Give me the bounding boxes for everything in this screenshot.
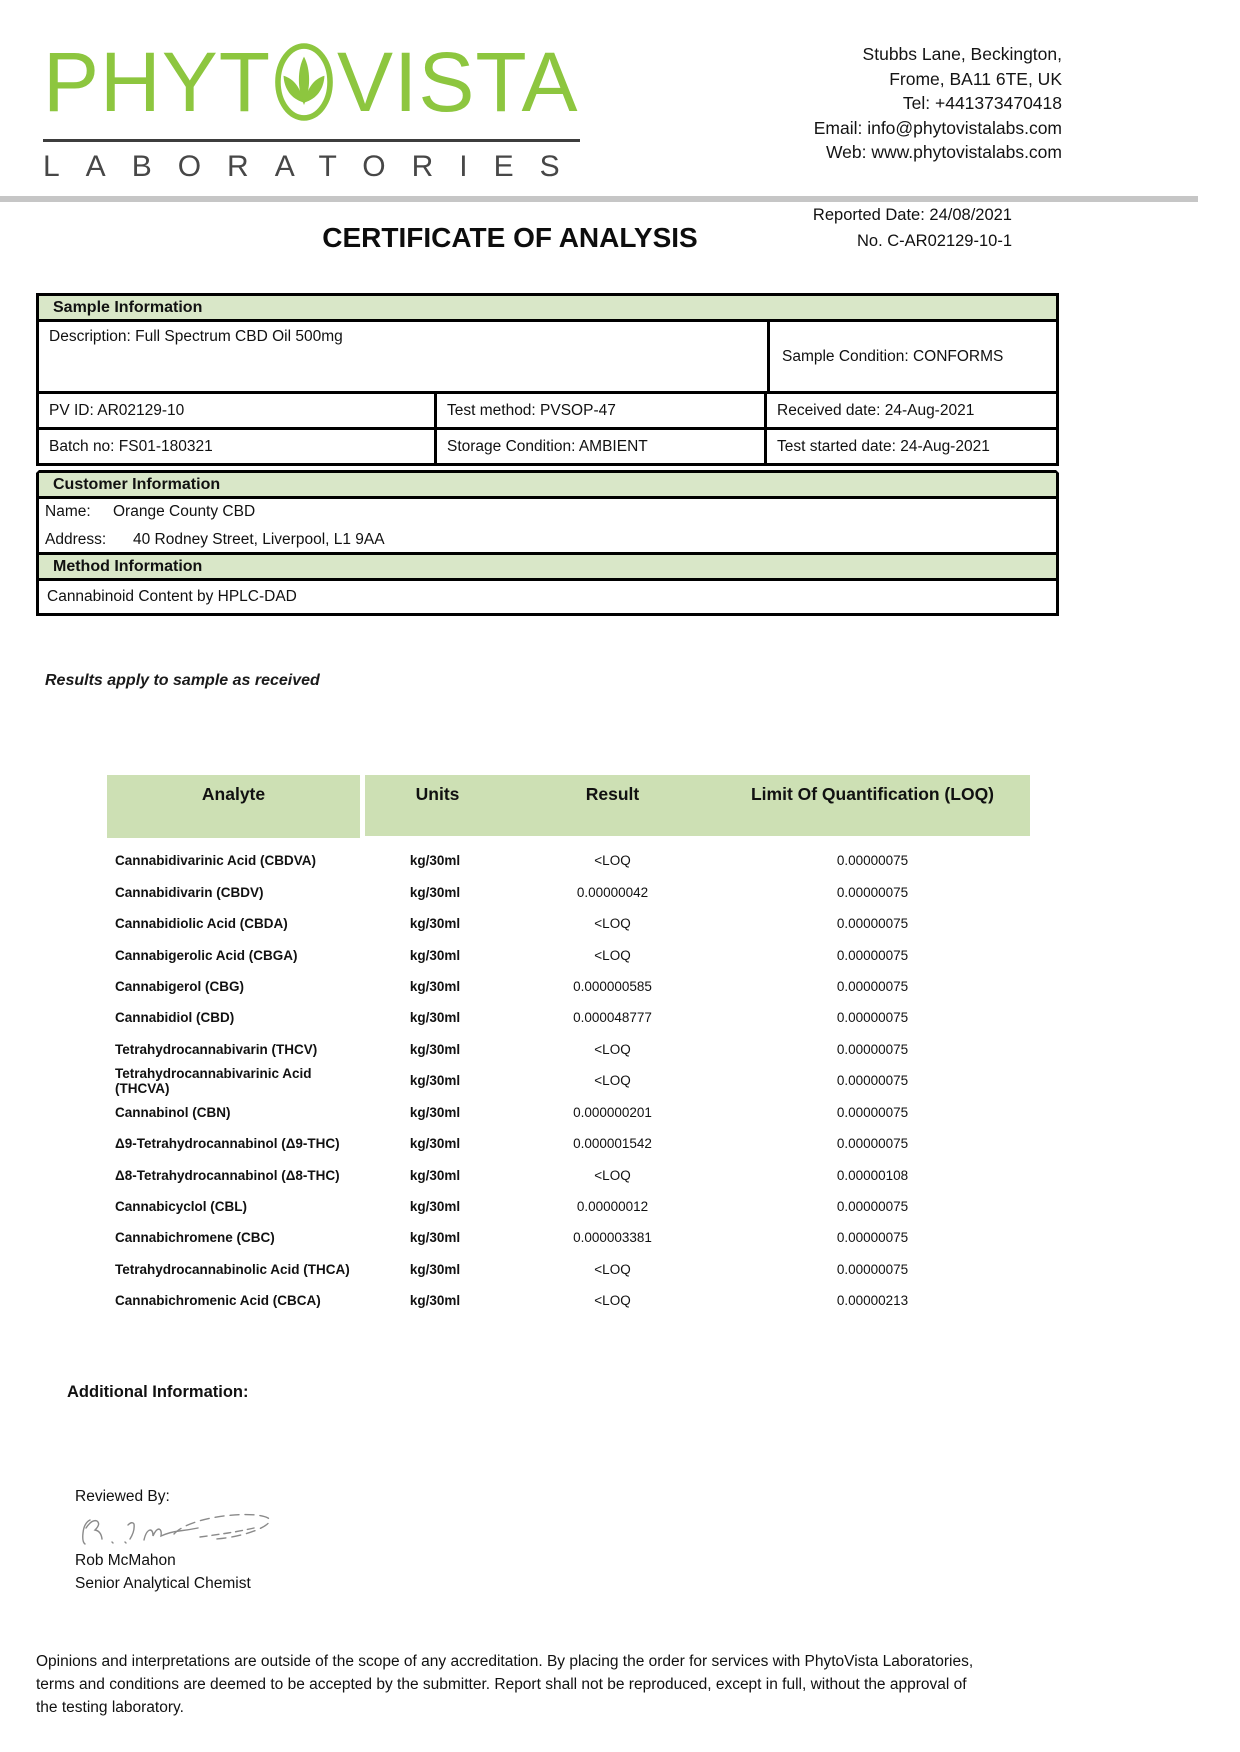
table-row [107, 1128, 1030, 1159]
analyte-cell: Cannabidiol (CBD) [115, 1010, 235, 1026]
sample-id-row [39, 394, 1056, 430]
loq-cell: 0.00000075 [836, 1041, 909, 1057]
pv-id: PV ID: AR02129-10 [39, 394, 437, 427]
result-cell: <LOQ [594, 947, 631, 963]
units-cell: kg/30ml [409, 1010, 461, 1026]
table-row [107, 1002, 1030, 1033]
contact-phone: Tel: +441373470418 [902, 93, 1062, 113]
test-started-date: Test started date: 24-Aug-2021 [777, 437, 990, 455]
additional-information-label: Additional Information: [67, 1383, 249, 1401]
contact-address-line2: Frome, BA11 6TE, UK [889, 68, 1062, 89]
loq-cell: 0.00000108 [836, 1167, 909, 1183]
loq-cell: 0.00000075 [836, 978, 909, 994]
customer-information-header: Customer Information [39, 473, 1056, 499]
analyte-cell: Cannabichromenic Acid (CBCA) [115, 1293, 321, 1309]
logo-text-left: PHYT [43, 35, 272, 129]
loq-cell: 0.00000075 [836, 1136, 909, 1152]
customer-info-box [39, 499, 1056, 555]
footer-line: Opinions and interpretations are outside of the scope of any accreditation. By placing the order for services with PhytoVista Laboratories, [36, 1653, 974, 1670]
batch-number: Batch no: FS01-180321 [39, 430, 437, 463]
contact-address-line1: Stubbs Lane, Beckington, [862, 44, 1062, 64]
loq-cell: 0.00000075 [836, 1010, 909, 1026]
result-cell: 0.00000042 [576, 884, 649, 900]
table-row [107, 876, 1030, 907]
result-cell: 0.000000201 [573, 1104, 652, 1120]
sample-description-row [39, 322, 1056, 394]
result-cell: <LOQ [594, 1167, 631, 1183]
result-cell: 0.00000012 [576, 1199, 649, 1215]
loq-cell: 0.00000075 [836, 947, 909, 963]
loq-cell: 0.00000075 [836, 884, 909, 900]
units-cell: kg/30ml [409, 978, 461, 994]
sample-description: Description: Full Spectrum CBD Oil 500mg [39, 322, 770, 391]
result-cell: 0.000001542 [573, 1136, 652, 1152]
section-gap [36, 466, 1059, 473]
table-row [107, 971, 1030, 1002]
batch-row [39, 430, 1056, 466]
footer-line: terms and conditions are deemed to be accepted by the submitter. Report shall not be reproduced, except in full, without the approval of [36, 1676, 967, 1693]
table-row [107, 1065, 1030, 1096]
footer-disclaimer [36, 1650, 1216, 1719]
analyte-cell: Tetrahydrocannabivarinic Acid (THCVA) [115, 1065, 312, 1096]
result-cell: 0.000000585 [573, 978, 652, 994]
units-cell: kg/30ml [409, 1136, 461, 1152]
header-result: Result [585, 784, 640, 804]
table-row [107, 1285, 1030, 1316]
phytovista-logo [43, 30, 586, 184]
results-note: Results apply to sample as received [45, 672, 320, 689]
units-cell: kg/30ml [409, 1261, 461, 1277]
sample-information-header: Sample Information [39, 296, 1056, 322]
table-row [107, 1159, 1030, 1190]
analyte-cell: Cannabidivarinic Acid (CBDVA) [115, 853, 317, 869]
analyte-cell: Tetrahydrocannabinolic Acid (THCA) [115, 1261, 350, 1277]
units-cell: kg/30ml [409, 1073, 461, 1089]
units-cell: kg/30ml [409, 1041, 461, 1057]
header-analyte: Analyte [107, 775, 360, 838]
loq-cell: 0.00000075 [836, 1073, 909, 1089]
loq-cell: 0.00000213 [836, 1293, 909, 1309]
result-cell: <LOQ [594, 1073, 631, 1089]
units-cell: kg/30ml [409, 1199, 461, 1215]
units-cell: kg/30ml [409, 916, 461, 932]
logo-divider [43, 139, 580, 142]
reviewer-title: Senior Analytical Chemist [75, 1575, 251, 1592]
method-description: Cannabinoid Content by HPLC-DAD [47, 588, 297, 605]
result-cell: <LOQ [594, 853, 631, 869]
analyte-cell: Cannabigerol (CBG) [115, 978, 245, 994]
leaf-icon [273, 38, 335, 126]
units-cell: kg/30ml [409, 884, 461, 900]
reported-date: Reported Date: 24/08/2021 [812, 206, 1012, 224]
units-cell: kg/30ml [409, 1230, 461, 1246]
customer-name-label: Name: [45, 503, 91, 520]
result-cell: <LOQ [594, 916, 631, 932]
result-cell: 0.000003381 [573, 1230, 652, 1246]
header-divider [0, 196, 1198, 202]
lab-contact-info [814, 42, 1062, 165]
received-date: Received date: 24-Aug-2021 [777, 401, 975, 419]
units-cell: kg/30ml [409, 1293, 461, 1309]
analyte-cell: Tetrahydrocannabivarin (THCV) [115, 1041, 318, 1057]
method-information-header: Method Information [39, 555, 1056, 581]
table-row [107, 1034, 1030, 1065]
result-cell: <LOQ [594, 1293, 631, 1309]
results-table-body [107, 845, 1030, 1317]
reviewer-name: Rob McMahon [75, 1552, 176, 1569]
customer-address-label: Address: [45, 531, 107, 548]
loq-cell: 0.00000075 [836, 1261, 909, 1277]
results-table-header [107, 775, 1030, 838]
loq-cell: 0.00000075 [836, 916, 909, 932]
contact-web: Web: www.phytovistalabs.com [825, 142, 1062, 162]
analyte-cell: Cannabidiolic Acid (CBDA) [115, 916, 288, 932]
result-cell: <LOQ [594, 1041, 631, 1057]
units-cell: kg/30ml [409, 1104, 461, 1120]
result-cell: 0.000048777 [573, 1010, 652, 1026]
analyte-cell: Cannabichromene (CBC) [115, 1230, 275, 1246]
analyte-cell: Cannabidivarin (CBDV) [115, 884, 264, 900]
units-cell: kg/30ml [409, 947, 461, 963]
customer-name-value: Orange County CBD [113, 503, 256, 520]
header-units: Units [415, 784, 460, 804]
info-table [36, 293, 1059, 616]
customer-address-value: 40 Rodney Street, Liverpool, L1 9AA [133, 531, 385, 548]
table-row [107, 1097, 1030, 1128]
table-row [107, 1222, 1030, 1253]
footer-line: the testing laboratory. [36, 1699, 184, 1716]
analyte-cell: Cannabigerolic Acid (CBGA) [115, 947, 298, 963]
logo-subtitle: LABORATORIES [43, 150, 586, 183]
test-method: Test method: PVSOP-47 [437, 394, 767, 427]
analyte-cell: Δ9-Tetrahydrocannabinol (Δ9-THC) [115, 1136, 340, 1152]
table-row [107, 908, 1030, 939]
contact-email: Email: info@phytovistalabs.com [813, 117, 1062, 138]
storage-condition: Storage Condition: AMBIENT [437, 430, 767, 463]
sample-condition: Sample Condition: CONFORMS [782, 347, 1004, 365]
logo-wordmark [43, 30, 583, 134]
units-cell: kg/30ml [409, 853, 461, 869]
units-cell: kg/30ml [409, 1167, 461, 1183]
report-number: No. C-AR02129-10-1 [857, 232, 1012, 250]
table-row [107, 939, 1030, 970]
table-row [107, 1254, 1030, 1285]
header-right-group [365, 775, 1030, 836]
analyte-cell: Cannabinol (CBN) [115, 1104, 231, 1120]
loq-cell: 0.00000075 [836, 1199, 909, 1215]
page-title: CERTIFICATE OF ANALYSIS [322, 222, 698, 253]
loq-cell: 0.00000075 [836, 1230, 909, 1246]
analyte-cell: Δ8-Tetrahydrocannabinol (Δ8-THC) [115, 1167, 340, 1183]
header-loq: Limit Of Quantification (LOQ) [750, 784, 995, 804]
logo-text-right: VISTA [337, 35, 579, 129]
reviewed-by-label: Reviewed By: [75, 1488, 170, 1505]
loq-cell: 0.00000075 [836, 853, 909, 869]
loq-cell: 0.00000075 [836, 1104, 909, 1120]
result-cell: <LOQ [594, 1261, 631, 1277]
analyte-cell: Cannabicyclol (CBL) [115, 1199, 248, 1215]
table-row [107, 845, 1030, 876]
table-row [107, 1191, 1030, 1222]
